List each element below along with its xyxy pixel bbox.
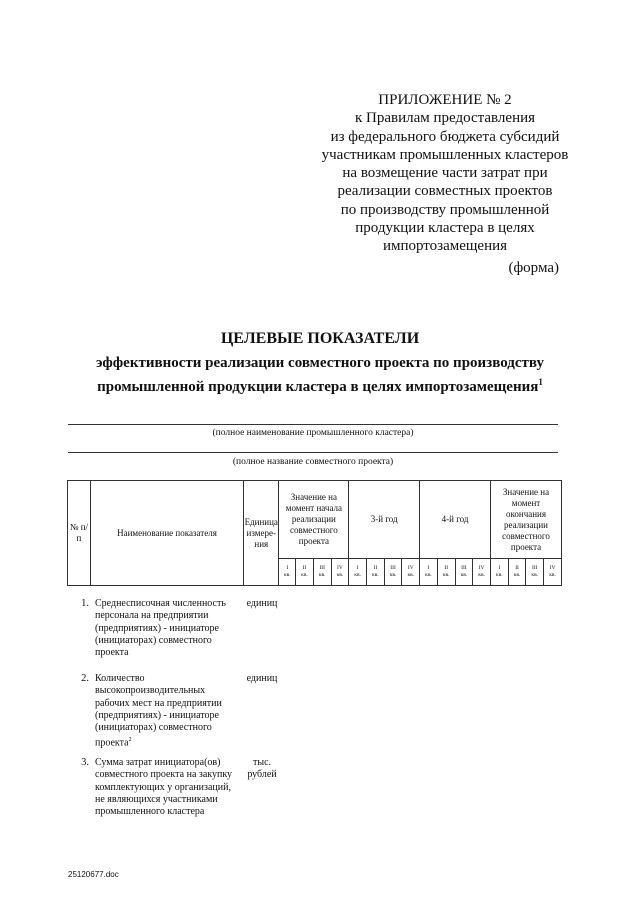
document-subtitle [60,354,580,397]
header-indicator-name: Наименование показателя [90,481,243,586]
indicator-name: Сумма затрат инициатора(ов) совместного проекта на закупку комплектующих у организаций, не являющихся участниками промышленного кластера [95,757,233,818]
row-number: 3. [81,757,89,768]
quarter-cell: IV кв. [544,559,562,586]
appendix-header [295,91,595,256]
quarter-cell: II кв. [437,559,455,586]
project-name-line [68,452,558,453]
header-year-4: 4-й год [420,481,491,559]
appendix-title: ПРИЛОЖЕНИЕ № 2 [378,92,512,108]
table-row [67,757,562,852]
footnote-marker: 2 [128,737,132,744]
cluster-name-caption: (полное наименование промышленного кластера) [212,428,414,438]
indicator-name: Среднесписочная численность персонала на предприятии (предприятиях) - инициаторе (инициаторах) совместного проекта [95,598,226,659]
header-unit: Единица измере-ния [244,481,279,586]
quarter-cell: III кв. [526,559,544,586]
table-row [67,673,562,757]
subtitle-line-1: эффективности реализации совместного проекта по производству [96,355,544,371]
appendix-line: по производству промышленной [340,201,550,218]
header-start-value: Значение на момент начала реализации совместного проекта [279,481,349,559]
indicator-name-text: Количество высокопроизводительных рабочих мест на предприятии (предприятиях) - инициаторе (инициаторах) совместного проекта [95,673,222,749]
header-num: № п/п [68,481,91,586]
indicator-rows [67,598,562,852]
quarter-cell: III кв. [313,559,331,586]
header-year-3: 3-й год [349,481,420,559]
quarter-cell: IV кв. [402,559,420,586]
appendix-line: на возмещение части затрат при [342,165,548,182]
project-name-caption: (полное название совместного проекта) [232,457,394,467]
quarter-cell: I кв. [491,559,509,586]
document-filename: 25120677.doc [68,870,119,879]
cluster-name-line [68,424,558,425]
appendix-line: из федерального бюджета субсидий [330,128,560,145]
quarter-cell: II кв. [296,559,314,586]
quarter-cell: I кв. [349,559,367,586]
quarter-cell: II кв. [366,559,384,586]
subtitle-line-2 [60,373,580,397]
row-number: 1. [81,598,89,609]
document-title: ЦЕЛЕВЫЕ ПОКАЗАТЕЛИ [220,330,420,347]
indicator-name [95,673,235,750]
quarter-cell: I кв. [279,559,296,586]
header-end-value: Значение на момент окончания реализации совместного проекта [491,481,562,559]
footnote-marker: 1 [538,377,543,387]
quarter-cell: III кв. [455,559,473,586]
appendix-line: реализации совместных проектов [337,183,553,200]
appendix-line: участникам промышленных кластеров [321,146,569,163]
table-row [67,598,562,673]
quarter-cell: IV кв. [331,559,349,586]
unit-value: тыс. рублей [247,757,277,781]
subtitle-line-2-text: промышленной продукции кластера в целях импортозамещения [97,379,539,395]
quarter-cell: III кв. [384,559,402,586]
unit-value: единиц [246,598,278,609]
form-label: (форма) [508,260,559,276]
unit-value: единиц [246,673,278,684]
appendix-line: продукции кластера в целях [355,220,535,237]
quarter-cell: IV кв. [473,559,491,586]
quarter-cell: II кв. [508,559,526,586]
indicators-header-table [67,480,562,586]
quarter-cell: I кв. [420,559,438,586]
appendix-line: к Правилам предоставления [354,110,536,127]
appendix-line: импортозамещения [382,238,508,255]
row-number: 2. [81,673,89,684]
